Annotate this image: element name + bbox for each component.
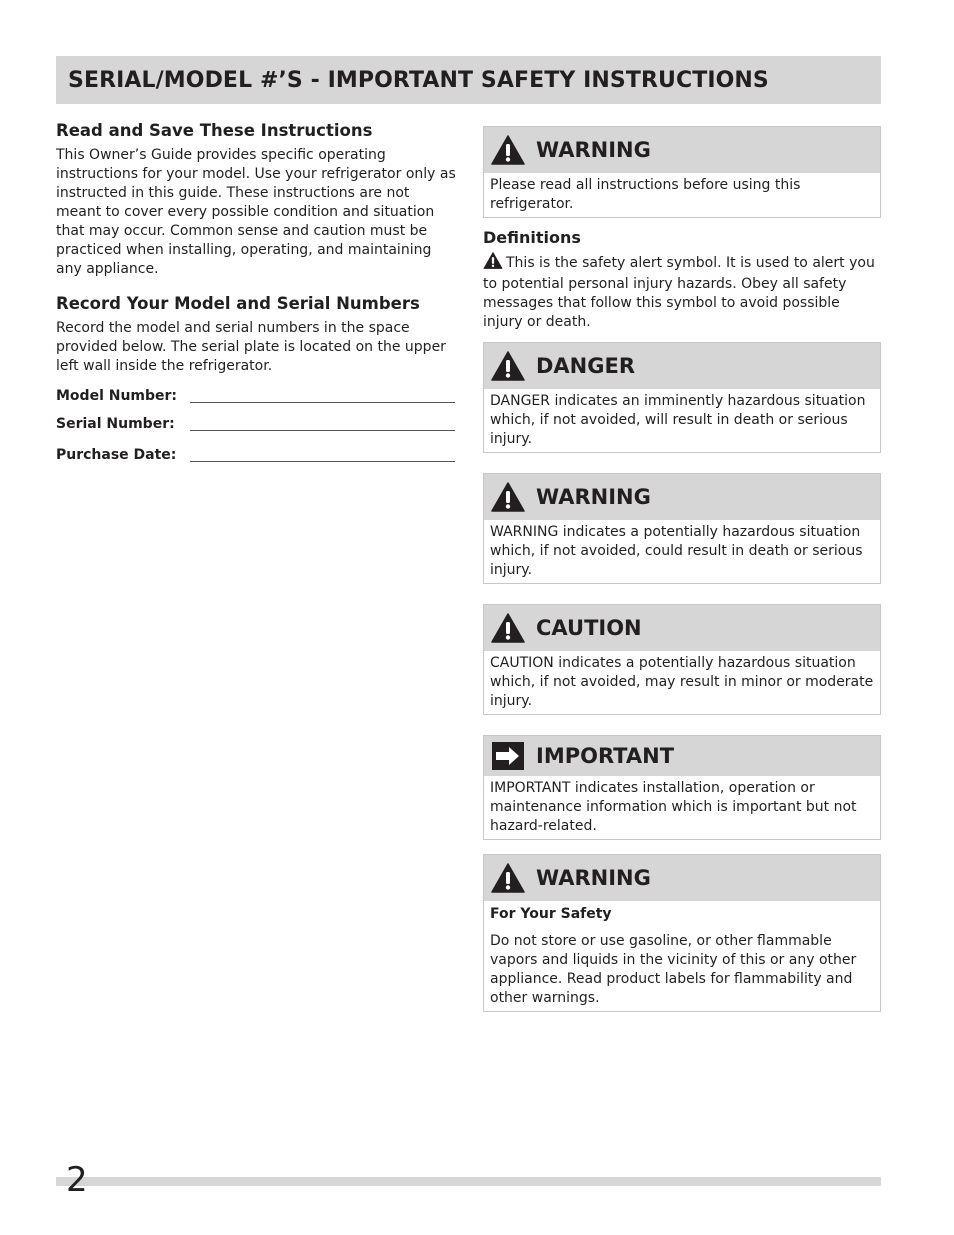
warning-triangle-icon: [490, 481, 526, 513]
warning-label-2: WARNING: [536, 485, 651, 509]
warning-triangle-icon: [490, 350, 526, 382]
warning-triangle-icon: [483, 252, 503, 275]
arrow-right-icon: [490, 740, 526, 772]
purchase-date-line[interactable]: [190, 461, 455, 462]
danger-box: [483, 342, 881, 453]
purchase-date-row: [56, 442, 456, 472]
important-header: [484, 736, 880, 776]
warning-header-2: [484, 474, 880, 520]
warning-body-3: [484, 901, 880, 1011]
warning-triangle-icon: [490, 612, 526, 644]
serial-number-line[interactable]: [190, 430, 455, 431]
important-box: [483, 735, 881, 840]
warning-box-3: [483, 854, 881, 1012]
purchase-date-label: Purchase Date:: [56, 447, 177, 463]
page-number: 2: [66, 1160, 88, 1200]
warning-text-1: Please read all instructions before using this refrigerator.: [484, 173, 880, 217]
serial-number-label: Serial Number:: [56, 416, 175, 432]
warning-label-1: WARNING: [536, 138, 651, 162]
read-save-text: This Owner’s Guide provides specific operating instructions for your model. Use your refrigerator only as instructed in this guide. These instructions are not meant to cover every possible condition and situation that may occur. Common sense and caution must be practiced when installing, operating, and maintaining any appliance.: [56, 147, 456, 277]
serial-number-row: [56, 414, 456, 442]
warning-text-3: Do not store or use gasoline, or other flammable vapors and liquids in the vicinity of this or any other appliance. Read product labels for flammability and other warnings.: [490, 933, 857, 1006]
important-label: IMPORTANT: [536, 744, 675, 768]
read-save-heading: Read and Save These Instructions: [56, 121, 373, 140]
title-bar: [56, 56, 881, 104]
danger-text: DANGER indicates an imminently hazardous situation which, if not avoided, will result in death or serious injury.: [484, 389, 880, 452]
caution-header: [484, 605, 880, 651]
definitions-text: This is the safety alert symbol. It is used to alert you to potential personal injury hazards. Obey all safety messages that follow this symbol to avoid possible injury or death.: [483, 255, 875, 330]
warning-header-3: [484, 855, 880, 901]
warning-header-1: [484, 127, 880, 173]
warning-box-1: [483, 126, 881, 218]
warning-text-2: WARNING indicates a potentially hazardous situation which, if not avoided, could result in death or serious injury.: [484, 520, 880, 583]
definitions-heading: Definitions: [483, 228, 581, 247]
model-number-label: Model Number:: [56, 388, 178, 404]
footer-bar: [56, 1177, 881, 1186]
for-your-safety-subtitle: For Your Safety: [490, 906, 612, 922]
warning-triangle-icon: [490, 862, 526, 894]
caution-text: CAUTION indicates a potentially hazardous situation which, if not avoided, may result in minor or moderate injury.: [484, 651, 880, 714]
definitions-paragraph: [483, 252, 881, 332]
caution-box: [483, 604, 881, 715]
warning-triangle-icon: [490, 134, 526, 166]
model-number-line[interactable]: [190, 402, 455, 403]
record-numbers-text: Record the model and serial numbers in the space provided below. The serial plate is located on the upper left wall inside the refrigerator.: [56, 320, 446, 374]
record-numbers-heading: Record Your Model and Serial Numbers: [56, 294, 420, 313]
danger-header: [484, 343, 880, 389]
warning-label-3: WARNING: [536, 866, 651, 890]
model-number-row: [56, 386, 456, 414]
left-column: [56, 120, 456, 472]
warning-box-2: [483, 473, 881, 584]
page-title: SERIAL/MODEL #’S - IMPORTANT SAFETY INSTRUCTIONS: [68, 67, 769, 93]
caution-label: CAUTION: [536, 616, 642, 640]
important-text: IMPORTANT indicates installation, operation or maintenance information which is important but not hazard-related.: [484, 776, 880, 839]
danger-label: DANGER: [536, 354, 636, 378]
right-column: [483, 126, 881, 1012]
